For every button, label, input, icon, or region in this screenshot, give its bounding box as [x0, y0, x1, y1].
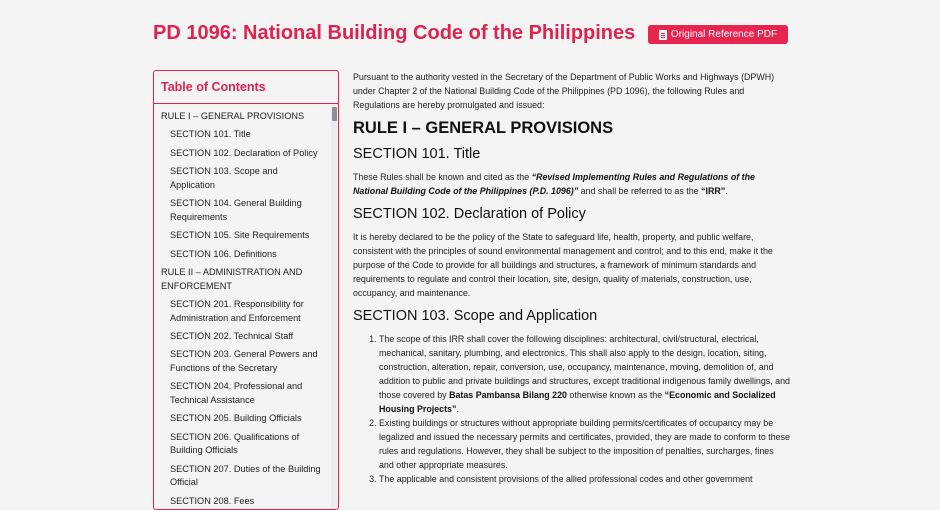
list-item: 1. The scope of this IRR shall cover the following disciplines: architectural, civil/structural, electrical, mechanical, sanitary, plumbing, and electronics. This shall also apply to the design, location, siting, construction, alteration, repair, conversion, use, occupancy, maintenance, moving, demolition of, and addition to public and private buildings and structures, except traditional indigenous family dwellings, and those covered by Batas Pambansa Bilang 220 otherwise known as the “Economic and Socialized Housing Projects”. [379, 332, 790, 416]
toc-item-section-105[interactable]: SECTION 105. Site Requirements [170, 230, 310, 241]
toc-item-section-205[interactable]: SECTION 205. Building Officials [170, 413, 302, 424]
rule-1-heading: RULE I – GENERAL PROVISIONS [353, 119, 614, 137]
toc-item-section-206[interactable]: SECTION 206. Qualifications of Building Officials [170, 431, 300, 456]
toc-title: Table of Contents [154, 71, 338, 104]
toc-item-section-208[interactable]: SECTION 208. Fees [170, 495, 255, 506]
page-title: PD 1096: National Building Code of the Philippines [153, 22, 636, 44]
list-item: 3. The applicable and consistent provisions of the allied professional codes and other government [379, 472, 790, 486]
toc-item-section-201[interactable]: SECTION 201. Responsibility for Administration and Enforcement [170, 298, 304, 323]
section-102-text: It is hereby declared to be the policy of the State to safeguard life, health, property, and public welfare, consistent with the principles of sound environmental management and control; and to this end, make it the purpose of the Code to provide for all buildings and structures, a framework of minimum standards and requirements to regulate and control their location, site, design, quality of materials, construction, use, occupancy, and maintenance. [353, 232, 773, 298]
toc-item-rule-2[interactable]: RULE II – ADMINISTRATION AND ENFORCEMENT [161, 266, 303, 291]
section-101-heading: SECTION 101. Title [353, 146, 481, 162]
toc-item-section-204[interactable]: SECTION 204. Professional and Technical Assistance [170, 381, 303, 405]
section-102-heading: SECTION 102. Declaration of Policy [353, 206, 586, 222]
document-content [353, 70, 790, 486]
toc-item-section-104[interactable]: SECTION 104. General Building Requirements [170, 198, 302, 222]
toc-item-rule-1[interactable]: RULE I – GENERAL PROVISIONS [161, 111, 305, 121]
toc-item-section-101[interactable]: SECTION 101. Title [170, 129, 251, 140]
table-of-contents-panel [153, 70, 339, 510]
section-103-list [353, 332, 790, 486]
toc-item-section-102[interactable]: SECTION 102. Declaration of Policy [170, 147, 318, 158]
section-103-heading: SECTION 103. Scope and Application [353, 308, 598, 324]
toc-item-section-103[interactable]: SECTION 103. Scope and Application [170, 166, 278, 190]
intro-paragraph: Pursuant to the authority vested in the Secretary of the Department of Public Works and Highways (DPWH) under Chapter 2 of the National Building Code of the Philippines (PD 1096), the following Rules and Regulations are hereby promulgated and issued: [353, 72, 775, 110]
toc-item-section-202[interactable]: SECTION 202. Technical Staff [170, 330, 294, 341]
original-reference-pdf-button[interactable] [648, 25, 788, 44]
toc-item-section-106[interactable]: SECTION 106. Definitions [170, 248, 277, 259]
list-item: 2. Existing buildings or structures without appropriate building permits/certificates of occupancy may be legalized and issued the necessary permits and certificates, provided, they are made to conform to these rules and regulations. However, they shall be subject to the imposition of penalties, surcharges, fines and other appropriate measures. [379, 416, 790, 472]
pdf-button-label: Original Reference PDF [670, 29, 778, 40]
document-icon [659, 30, 667, 40]
section-101-text: These Rules shall be known and cited as the “Revised Implementing Rules and Regulations of the National Building Code of the Philippines (P.D. 1096)” and shall be referred to as the “IRR”. [353, 172, 755, 196]
toc-item-section-203[interactable]: SECTION 203. General Powers and Functions of the Secretary [170, 349, 318, 373]
toc-item-section-207[interactable]: SECTION 207. Duties of the Building Official [170, 463, 321, 488]
toc-list [154, 104, 338, 508]
